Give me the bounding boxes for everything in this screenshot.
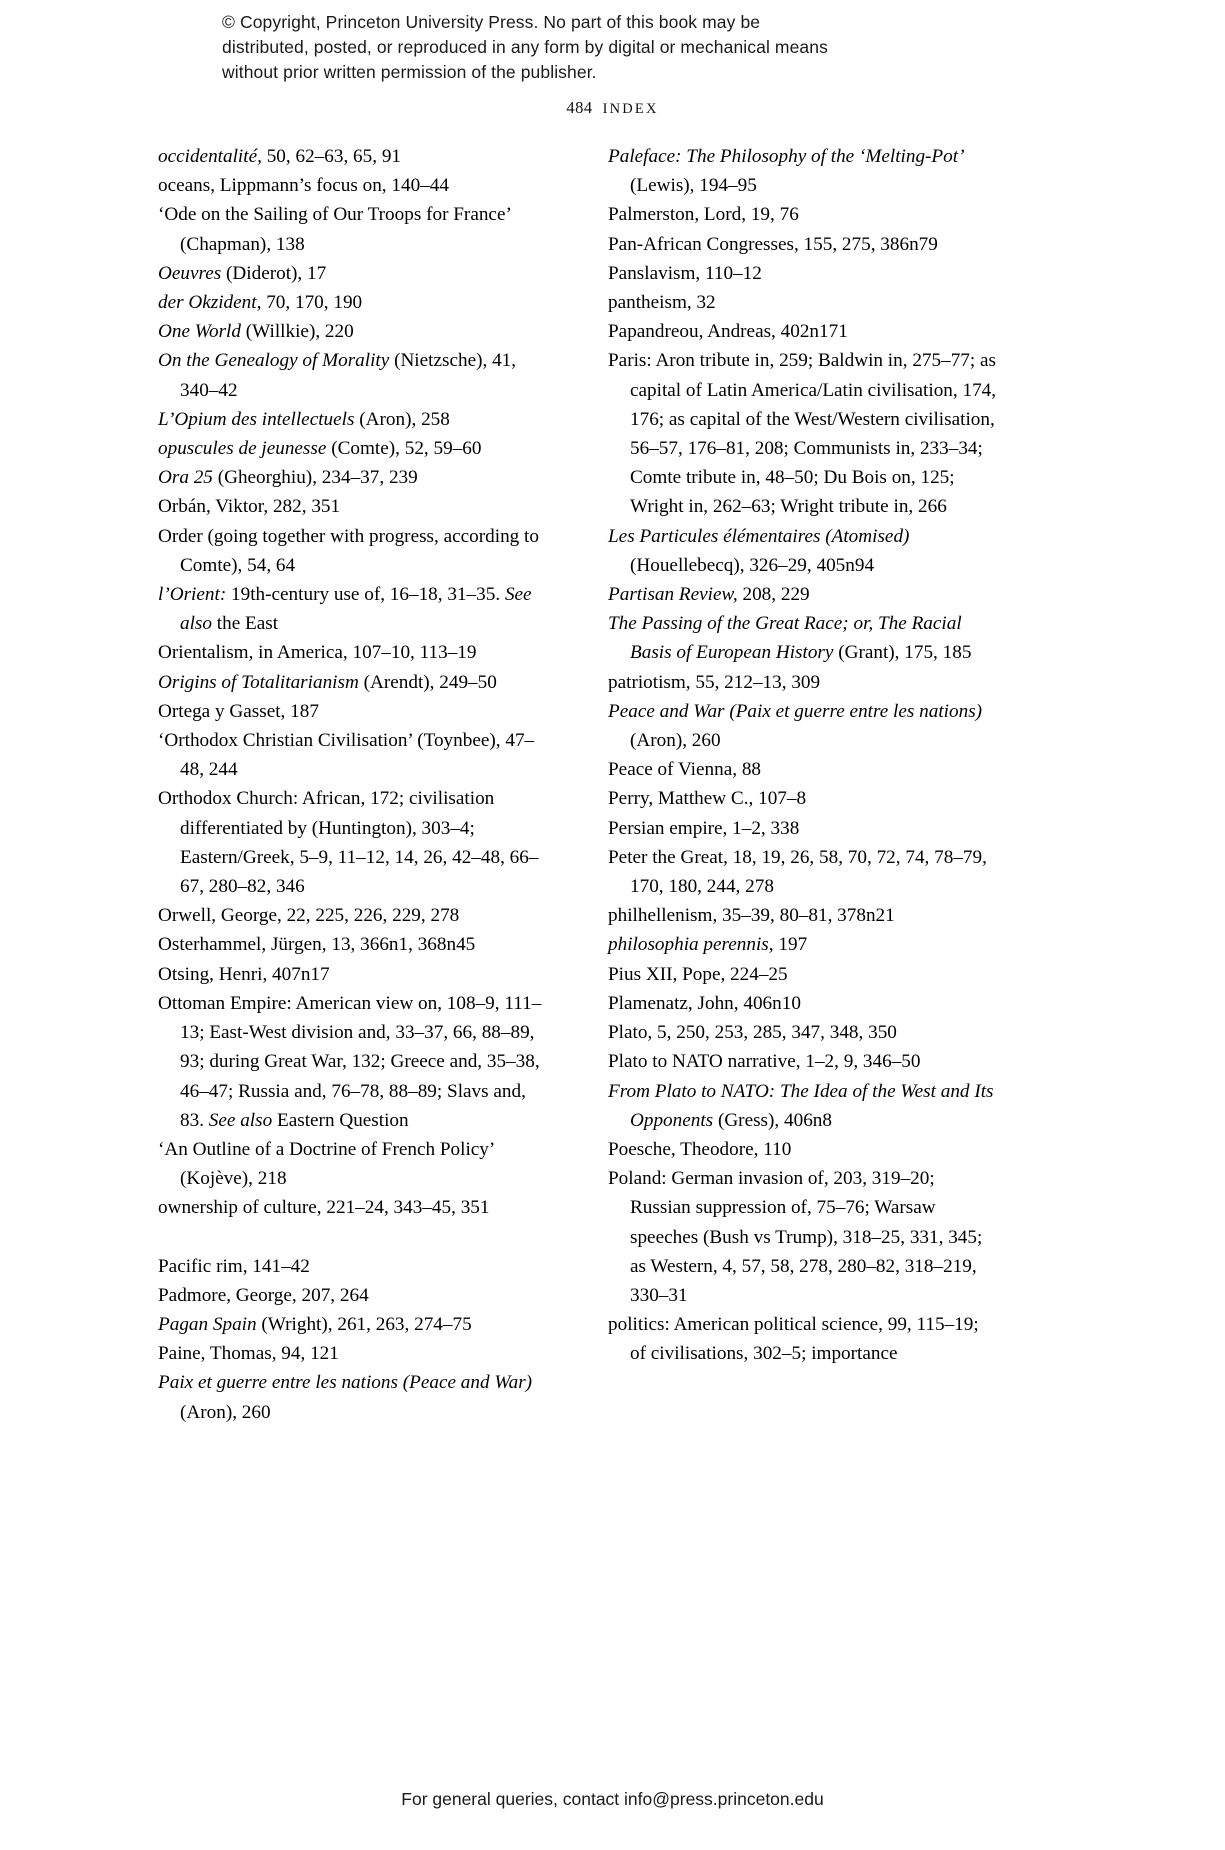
- index-entry: Orthodox Church: African, 172; civilisation differentiated by (Huntington), 303–4; Eastern/Greek, 5–9, 11–12, 14, 26, 42–48, 66–67, 280–82, 346: [158, 788, 539, 898]
- index-entry: One World (Willkie), 220: [158, 321, 354, 343]
- index-entry: Ora 25 (Gheorghiu), 234–37, 239: [158, 467, 418, 489]
- index-entry: ‘Orthodox Christian Civilisation’ (Toynbee), 47–48, 244: [158, 730, 535, 781]
- index-entry: Plato, 5, 250, 253, 285, 347, 348, 350: [608, 1022, 897, 1044]
- index-entry: Orientalism, in America, 107–10, 113–19: [158, 642, 477, 664]
- running-head-label: INDEX: [602, 101, 659, 117]
- index-entry: Peter the Great, 18, 19, 26, 58, 70, 72, 74, 78–79, 170, 180, 244, 278: [608, 846, 987, 898]
- index-entry: Panslavism, 110–12: [608, 262, 762, 284]
- index-entry: ‘An Outline of a Doctrine of French Policy’ (Kojève), 218: [158, 1138, 494, 1190]
- index-entry: Origins of Totalitarianism (Arendt), 249–50: [158, 671, 497, 693]
- index-entry: ‘Ode on the Sailing of Our Troops for France’ (Chapman), 138: [158, 204, 511, 255]
- index-entry: der Okzident, 70, 170, 190: [158, 292, 363, 314]
- index-entry: Peace and War (Paix et guerre entre les nations) (Aron), 260: [608, 700, 983, 752]
- copyright-notice: © Copyright, Princeton University Press. No part of this book may be distributed, posted, or reproduced in any form by digital or mechanical means without prior written permission of the publisher.: [222, 12, 828, 82]
- index-entry: Poland: German invasion of, 203, 319–20; Russian suppression of, 75–76; Warsaw speeches (Bush vs Trump), 318–25, 331, 345; as Western, 4, 57, 58, 278, 280–82, 318–219, 330–31: [608, 1168, 983, 1306]
- page-header: [0, 98, 1225, 118]
- index-entry: ownership of culture, 221–24, 343–45, 351: [158, 1197, 490, 1219]
- index-entry: Palmerston, Lord, 19, 76: [608, 204, 799, 226]
- index-entry: opuscules de jeunesse (Comte), 52, 59–60: [158, 438, 482, 460]
- index-entry: L’Opium des intellectuels (Aron), 258: [158, 408, 450, 430]
- index-column-left: [158, 142, 548, 1427]
- index-entry: occidentalité, 50, 62–63, 65, 91: [158, 146, 402, 167]
- index-entry: Plato to NATO narrative, 1–2, 9, 346–50: [608, 1051, 921, 1073]
- index-entry: Paris: Aron tribute in, 259; Baldwin in, 275–77; as capital of Latin America/Latin civilisation, 174, 176; as capital of the West/Western civilisation, 56–57, 176–81, 208; Communists in, 233–34; Comte tribute in, 48–50; Du Bois on, 125; Wright in, 262–63; Wright tribute in, 266: [608, 350, 997, 518]
- index-entry: Ortega y Gasset, 187: [158, 700, 319, 722]
- index-entry: politics: American political science, 99, 115–19; of civilisations, 302–5; importance: [608, 1314, 979, 1365]
- index-entry: Orwell, George, 22, 225, 226, 229, 278: [158, 905, 460, 927]
- index-entry: Les Particules élémentaires (Atomised) (Houellebecq), 326–29, 405n94: [608, 525, 910, 576]
- index-entry: Padmore, George, 207, 264: [158, 1284, 369, 1306]
- index-entry: Paine, Thomas, 94, 121: [158, 1343, 339, 1365]
- footer-notice: For general queries, contact info@press.princeton.edu: [401, 1789, 824, 1809]
- index-column-right: [608, 142, 998, 1427]
- index-entry: Pacific rim, 141–42: [158, 1255, 310, 1277]
- page-number: 484: [566, 98, 593, 117]
- index-entry: Paix et guerre entre les nations (Peace and War) (Aron), 260: [158, 1372, 533, 1423]
- index-entry: Ottoman Empire: American view on, 108–9, 111–13; East-West division and, 33–37, 66, 88–89, 93; during Great War, 132; Greece and, 35–38, 46–47; Russia and, 76–78, 88–89; Slavs and, 83. See also Eastern Question: [158, 992, 542, 1131]
- index-entry: Pan-African Congresses, 155, 275, 386n79: [608, 233, 938, 255]
- index-entry: Plamenatz, John, 406n10: [608, 992, 801, 1014]
- index-entry: Paleface: The Philosophy of the ‘Melting-Pot’ (Lewis), 194–95: [608, 146, 965, 197]
- index-entry: Order (going together with progress, according to Comte), 54, 64: [158, 525, 539, 576]
- index-entry: philosophia perennis, 197: [608, 934, 808, 956]
- index-entry: Perry, Matthew C., 107–8: [608, 788, 807, 810]
- index-entry: Orbán, Viktor, 282, 351: [158, 496, 341, 518]
- index-columns: [158, 142, 1058, 1427]
- index-entry: Poesche, Theodore, 110: [608, 1138, 792, 1160]
- index-entry: Otsing, Henri, 407n17: [158, 963, 330, 985]
- index-entry: oceans, Lippmann’s focus on, 140–44: [158, 175, 449, 197]
- index-entry: Peace of Vienna, 88: [608, 759, 762, 781]
- index-entry: Pagan Spain (Wright), 261, 263, 274–75: [158, 1313, 472, 1335]
- index-entry: philhellenism, 35–39, 80–81, 378n21: [608, 905, 895, 927]
- index-entry: Osterhammel, Jürgen, 13, 366n1, 368n45: [158, 934, 476, 956]
- index-entry: pantheism, 32: [608, 292, 716, 314]
- index-entry: On the Genealogy of Morality (Nietzsche), 41, 340–42: [158, 350, 517, 401]
- index-entry: Papandreou, Andreas, 402n171: [608, 321, 848, 343]
- index-entry: Pius XII, Pope, 224–25: [608, 963, 788, 985]
- index-entry: The Passing of the Great Race; or, The Racial Basis of European History (Grant), 175, 185: [608, 613, 972, 664]
- index-entry: patriotism, 55, 212–13, 309: [608, 671, 821, 693]
- index-entry: Oeuvres (Diderot), 17: [158, 262, 327, 284]
- index-entry: From Plato to NATO: The Idea of the West and Its Opponents (Gress), 406n8: [608, 1080, 994, 1131]
- index-entry: Partisan Review, 208, 229: [608, 584, 810, 606]
- index-entry: Persian empire, 1–2, 338: [608, 817, 800, 839]
- index-entry: l’Orient: 19th-century use of, 16–18, 31–35. See also the East: [158, 584, 532, 635]
